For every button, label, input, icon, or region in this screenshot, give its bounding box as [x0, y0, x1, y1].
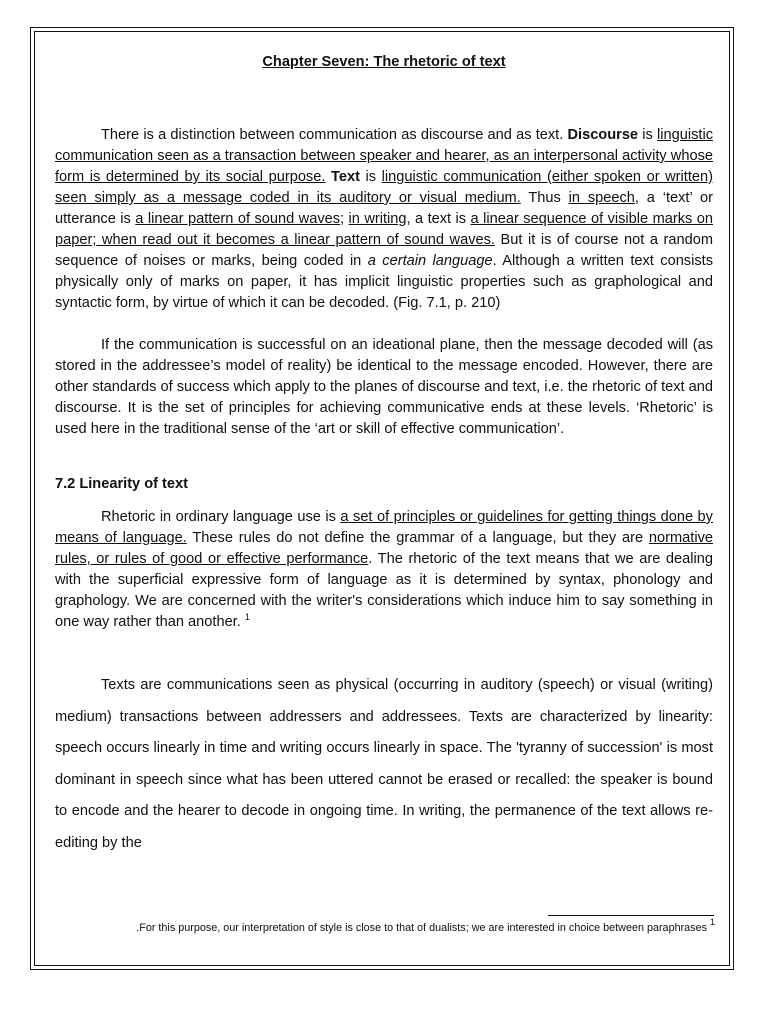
- paragraph-communication-success: If the communication is successful on an ideational plane, then the message decoded will (as stored in the addressee’s model of reality) be identical to the message encoded. However, there are other standards of success which apply to the planes of discourse and text, i.e. the rhetoric of text and discourse. It is the set of principles for achieving communicative ends at these levels. ‘Rhetoric’ is used here in the traditional sense of the ‘art or skill of effective communication’.: [55, 337, 713, 437]
- underlined-definition: linguistic communication (either spoken or written) seen simply as a message coded in its auditory or visual medium.: [55, 169, 713, 206]
- text-run: Rhetoric in ordinary language use is: [101, 509, 341, 525]
- footnote-marker: 1: [709, 917, 715, 927]
- text-run: is: [359, 169, 382, 185]
- text-run: . The rhetoric of the text means that we are dealing with the superficial expressive form of language as it is determined by syntax, phonology and graphology. We are concerned with the writer's considerations which induce him to say something in one way rather than another.: [55, 551, 713, 630]
- text-run: There is a distinction between communication as discourse and as text.: [101, 127, 568, 143]
- footnote-separator: [548, 915, 714, 916]
- text-run: But it is of course not a random sequence of noises or marks, being coded in: [55, 232, 713, 269]
- underlined-definition: linguistic communication seen as a transaction between speaker and hearer, as an interpersonal activity whose form is determined by its social purpose.: [55, 127, 713, 185]
- chapter-title: Chapter Seven: The rhetoric of text: [262, 54, 506, 70]
- text-run: These rules do not define the grammar of a language, but they are: [186, 530, 649, 546]
- underlined-phrase: a linear pattern of sound waves: [135, 211, 341, 227]
- underlined-phrase: in writing: [348, 211, 407, 227]
- underlined-phrase: a linear sequence of visible marks on paper; when read out it becomes a linear pattern of sound waves.: [55, 211, 713, 248]
- section-heading: 7.2 Linearity of text: [55, 476, 189, 492]
- term-text: Text: [331, 169, 360, 185]
- document-body: [55, 52, 713, 859]
- text-run: Thus: [520, 190, 569, 206]
- footnote-text: .For this purpose, our interpretation of style is close to that of dualists; we are interested in choice between paraphrases: [136, 922, 707, 934]
- underlined-definition: a set of principles or guidelines for getting things done by means of language.: [55, 509, 713, 546]
- paragraph-rhetoric: [55, 507, 713, 633]
- text-run: , a ‘text’ or utterance is: [55, 190, 713, 227]
- term-discourse: Discourse: [567, 127, 639, 143]
- underlined-phrase: normative rules, or rules of good or effective performance: [55, 530, 713, 567]
- underlined-phrase: in speech: [568, 190, 635, 206]
- italic-phrase: a certain language: [367, 253, 493, 269]
- footnote: [55, 917, 715, 935]
- text-run: , a text is: [406, 211, 471, 227]
- footnote-reference[interactable]: 1: [244, 612, 250, 622]
- text-run: ;: [340, 211, 349, 227]
- text-run: is: [638, 127, 658, 143]
- paragraph-discourse-text: [55, 125, 713, 314]
- paragraph-linearity: Texts are communications seen as physical (occurring in auditory (speech) or visual (writing) medium) transactions between addressers and addressees. Texts are characterized by linearity: speech occurs linearly in time and writing occurs linearly in space. The 'tyranny of succession' is most dominant in speech since what has been uttered cannot be erased or recalled: the speaker is bound to encode and the hearer to decode in ongoing time. In writing, the permanence of the text allows re-editing by the: [55, 677, 713, 851]
- text-run: . Although a written text consists physically only of marks on paper, it has implicit linguistic properties such as graphological and syntactic form, by virtue of which it can be decoded. (Fig. 7.1, p. 210): [55, 253, 713, 311]
